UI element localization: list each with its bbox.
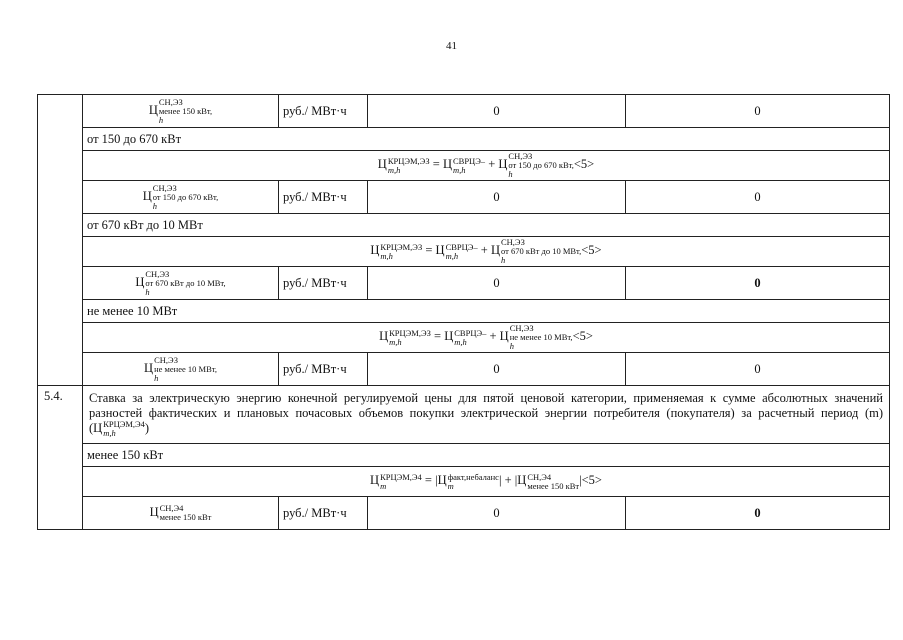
value-cell: 0 <box>368 497 626 530</box>
section-number: 5.4. <box>38 386 83 530</box>
table-row <box>38 353 890 386</box>
table-row <box>38 386 890 444</box>
formula: Ц КРЦЭМ,ЭЗ m,h = Ц СВРЦЭ– m,h + Ц СН,ЭЗ не менее 10 МВт, h <5> <box>379 323 593 351</box>
footnote-ref: <5> <box>581 473 602 488</box>
unit-cell: руб./ МВт·ч <box>279 497 368 530</box>
tariff-table <box>37 94 890 530</box>
value-cell: 0 <box>368 353 626 386</box>
table-row <box>38 237 890 267</box>
symbol-cell <box>83 181 279 214</box>
value-cell: 0 <box>368 95 626 128</box>
table-row <box>38 444 890 467</box>
price-symbol: Ц СН,Э4 менее 150 кВт <box>149 503 212 522</box>
value-cell: 0 <box>626 353 890 386</box>
unit-cell: руб./ МВт·ч <box>279 95 368 128</box>
value-cell: 0 <box>626 267 890 300</box>
category-label: менее 150 кВт <box>83 444 890 467</box>
table-row <box>38 323 890 353</box>
price-symbol: Ц СН,ЭЗ не менее 10 МВт, h <box>144 354 217 383</box>
formula: Ц КРЦЭМ,Э4 m = |Ц факт,небаланс m | + |Ц СН,Э4 менее 150 кВт |<5> <box>370 471 602 491</box>
symbol-cell <box>83 95 279 128</box>
price-symbol: Ц СН,ЭЗ от 670 кВт до 10 МВт, h <box>135 268 226 297</box>
value-cell: 0 <box>368 181 626 214</box>
formula: Ц КРЦЭМ,ЭЗ m,h = Ц СВРЦЭ– m,h + Ц СН,ЭЗ от 670 кВт до 10 МВт, h <5> <box>370 237 602 265</box>
category-label: от 670 кВт до 10 МВт <box>83 214 890 237</box>
formula-cell <box>83 151 890 181</box>
symbol-cell <box>83 267 279 300</box>
table-row <box>38 128 890 151</box>
table-row <box>38 181 890 214</box>
unit-cell: руб./ МВт·ч <box>279 267 368 300</box>
formula: Ц КРЦЭМ,ЭЗ m,h = Ц СВРЦЭ– m,h + Ц СН,ЭЗ от 150 до 670 кВт, h <5> <box>377 151 595 179</box>
table-row <box>38 95 890 128</box>
footnote-ref: <5> <box>573 157 595 172</box>
table-row <box>38 267 890 300</box>
table-row <box>38 300 890 323</box>
price-symbol: Ц КРЦЭМ,Э4 m,h <box>93 418 145 438</box>
section-number-cell <box>38 95 83 386</box>
value-cell: 0 <box>626 497 890 530</box>
table-row <box>38 214 890 237</box>
table-row <box>38 497 890 530</box>
table-row <box>38 151 890 181</box>
category-label: не менее 10 МВт <box>83 300 890 323</box>
price-symbol: Ц СН,ЭЗ менее 150 кВт, h <box>148 96 213 125</box>
symbol-cell <box>83 353 279 386</box>
value-cell: 0 <box>368 267 626 300</box>
formula-cell <box>83 237 890 267</box>
price-symbol: Ц СН,ЭЗ от 150 до 670 кВт, h <box>142 182 219 211</box>
value-cell: 0 <box>626 181 890 214</box>
category-label: от 150 до 670 кВт <box>83 128 890 151</box>
symbol-cell <box>83 497 279 530</box>
footnote-ref: <5> <box>572 329 593 344</box>
formula-cell <box>83 323 890 353</box>
unit-cell: руб./ МВт·ч <box>279 181 368 214</box>
page-number: 41 <box>446 40 457 52</box>
section-description: Ставка за электрическую энергию конечной регулируемой цены для пятой ценовой категории, применяемая к сумме абсолютных значений разностей фактических и плановых почасовых объемов покупки электрической энергии потребителя (покупателя) за расчетный период (m) (Ц КРЦЭМ,Э4 m,h ) <box>83 386 890 444</box>
formula-cell <box>83 467 890 497</box>
value-cell: 0 <box>626 95 890 128</box>
table-row <box>38 467 890 497</box>
unit-cell: руб./ МВт·ч <box>279 353 368 386</box>
footnote-ref: <5> <box>581 243 602 258</box>
